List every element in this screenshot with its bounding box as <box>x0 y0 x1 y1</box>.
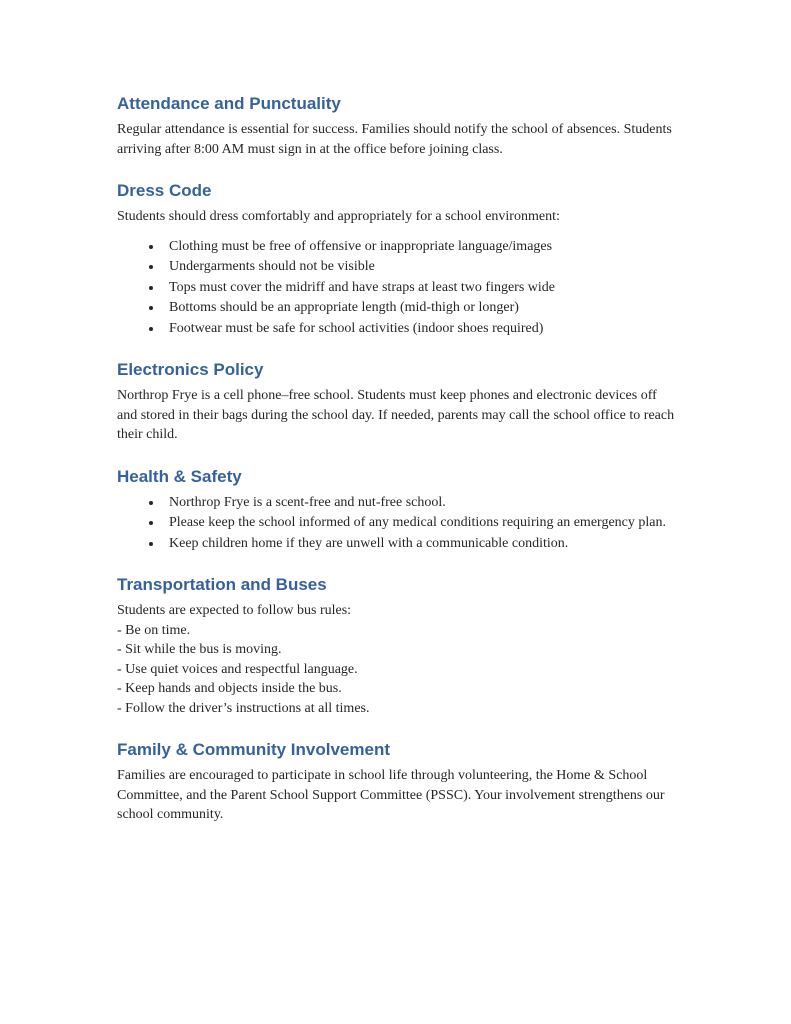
document-section <box>117 740 677 825</box>
section-heading: Attendance and Punctuality <box>117 94 341 113</box>
text-line: - Keep hands and objects inside the bus. <box>117 681 342 696</box>
text-line: - Sit while the bus is moving. <box>117 642 282 657</box>
document-section <box>117 467 677 554</box>
text-line: Students are expected to follow bus rules: <box>117 603 352 618</box>
bullet-item: • Bottoms should be an appropriate length (mid-thigh or longer) <box>163 298 677 318</box>
document-section <box>117 360 677 445</box>
section-paragraph: Northrop Frye is a cell phone–free school. Students must keep phones and electronic devices off and stored in their bags during the school day. If needed, parents may call the school office to reach their child. <box>117 388 675 442</box>
section-heading: Family & Community Involvement <box>117 740 390 759</box>
section-heading: Transportation and Buses <box>117 575 327 594</box>
text-line: - Be on time. <box>117 622 191 638</box>
bullet-list <box>117 237 677 339</box>
line-group <box>117 601 677 718</box>
section-heading: Dress Code <box>117 181 212 200</box>
bullet-item: • Footwear must be safe for school activities (indoor shoes required) <box>163 319 677 339</box>
bullet-list <box>117 493 677 554</box>
bullet-item: • Northrop Frye is a scent-free and nut-free school. <box>163 493 677 513</box>
section-heading: Health & Safety <box>117 466 242 486</box>
document-section <box>117 181 677 338</box>
section-heading: Electronics Policy <box>117 360 264 379</box>
document-content <box>117 94 677 825</box>
document-section <box>117 575 677 718</box>
text-line: - Use quiet voices and respectful language. <box>117 661 358 677</box>
text-line: - Follow the driver’s instructions at all times. <box>117 700 370 716</box>
bullet-item: • Tops must cover the midriff and have straps at least two fingers wide <box>163 278 677 298</box>
document-section <box>117 94 677 159</box>
section-paragraph: Families are encouraged to participate in school life through volunteering, the Home & School Committee, and the Parent School Support Committee (PSSC). Your involvement strengthens our school community. <box>117 768 665 822</box>
bullet-item: • Undergarments should not be visible <box>163 257 677 277</box>
section-paragraph: Regular attendance is essential for success. Families should notify the school of absences. Students arriving after 8:00 AM must sign in at the office before joining class. <box>117 122 672 157</box>
bullet-item: • Please keep the school informed of any medical conditions requiring an emergency plan. <box>163 513 677 533</box>
bullet-item: • Clothing must be free of offensive or inappropriate language/images <box>163 237 677 257</box>
section-paragraph: Students should dress comfortably and appropriately for a school environment: <box>117 209 560 224</box>
bullet-item: • Keep children home if they are unwell with a communicable condition. <box>163 534 677 554</box>
